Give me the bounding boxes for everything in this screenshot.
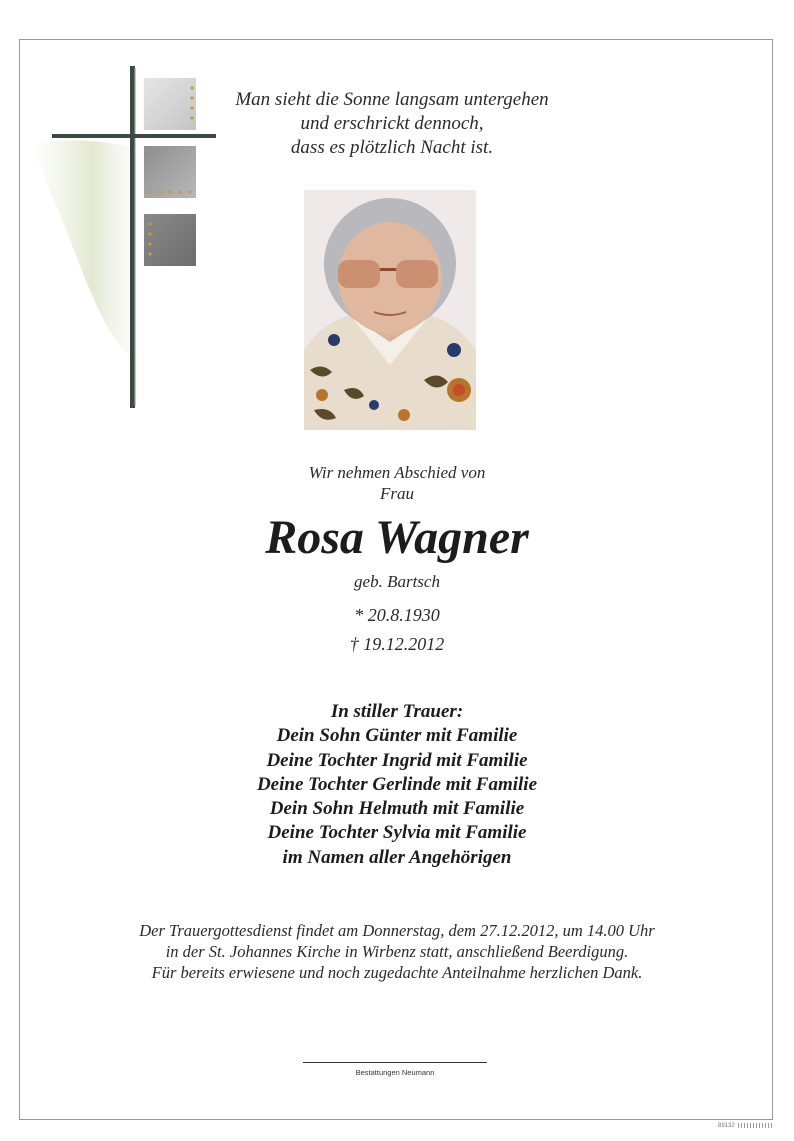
divider [303,1062,487,1063]
motto-line: Man sieht die Sonne langsam untergehen [235,89,549,110]
death-date: † 19.12.2012 [349,634,445,654]
mourners-list [147,700,647,870]
mourner-line: Deine Tochter Ingrid mit Familie [266,749,528,771]
mourners-heading: In stiller Trauer: [330,701,464,722]
portrait-photo [304,190,476,430]
service-line: Der Trauergottesdienst findet am Donnerstag, dem 27.12.2012, um 14.00 Uhr [139,921,655,940]
service-line: in der St. Johannes Kirche in Wirbenz statt, anschließend Beerdigung. [165,942,629,961]
document-code-number: 89132 [718,1123,735,1129]
service-notice [67,920,727,983]
mourner-line: Deine Tochter Sylvia mit Familie [267,822,527,844]
motto-verse [160,88,624,160]
mourner-line: Deine Tochter Gerlinde mit Familie [256,773,538,795]
document-code [718,1122,774,1130]
mourner-line: Dein Sohn Helmuth mit Familie [269,798,525,820]
motto-line: dass es plötzlich Nacht ist. [290,137,494,158]
mourner-line: im Namen aller Angehörigen [282,846,512,868]
mourner-line: Dein Sohn Günter mit Familie [276,725,518,747]
undertaker-name: Bestattungen Neumann [355,1068,435,1077]
maiden-name: geb. Bartsch [354,572,440,591]
service-line: Für bereits erwiesene und noch zugedachte Anteilnahme herzlichen Dank. [151,963,643,982]
print-mark-icon [738,1123,774,1128]
birth-date: * 20.8.1930 [354,605,440,625]
intro-salutation: Frau [380,484,414,503]
deceased-name: Rosa Wagner [265,511,529,564]
intro-line: Wir nehmen Abschied von [308,463,486,482]
motto-line: und erschrickt dennoch, [300,113,484,134]
farewell-intro [197,462,597,504]
